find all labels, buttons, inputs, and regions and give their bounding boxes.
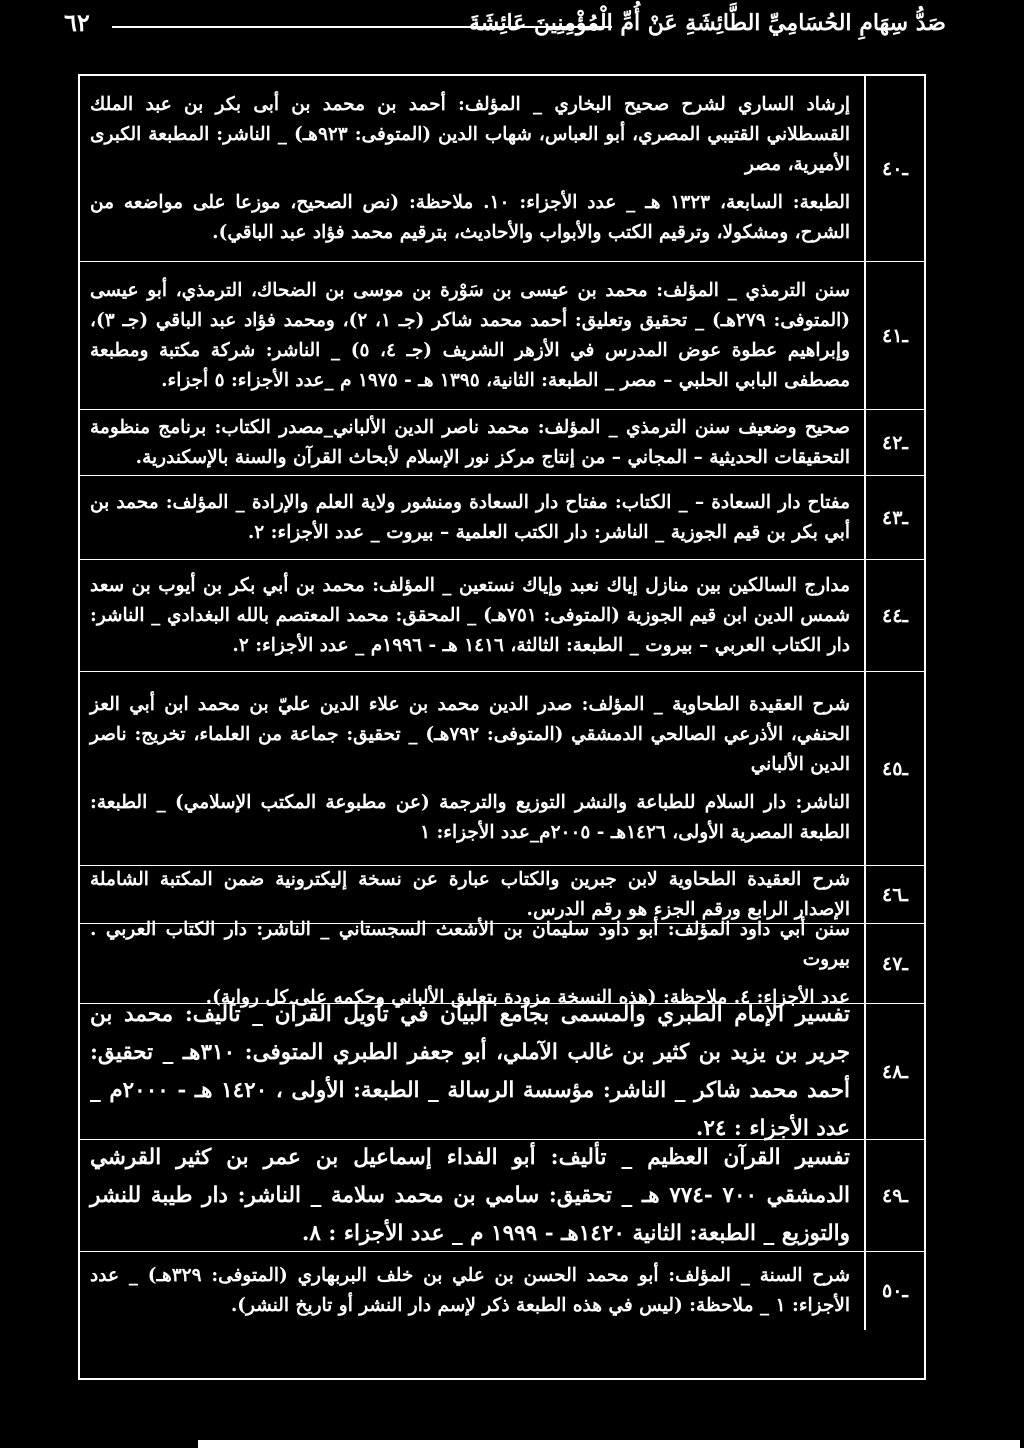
reference-body (80, 918, 864, 1008)
reference-body (80, 1001, 864, 1141)
reference-text: إرشاد الساري لشرح صحيح البخاري _ المؤلف: أحمد بن محمد بن أبى بكر بن عبد الملك القسطلاني القتيبي المصري، أبو العباس، شهاب الدين (المتوفى: ٩٢٣هـ) _ الناشر: المطبعة الكبرى الأميرية، مصر (90, 93, 850, 175)
reference-number: ـ٤٦ (864, 866, 924, 923)
page-number: ٦٢ (64, 8, 90, 37)
reference-text: سنن أبي داود المؤلف: أبو داود سليمان بن الأشعث السجستاني _ الناشر: دار الكتاب العربي . بيروت (90, 918, 850, 970)
reference-text: تفسير الإمام الطبري والمسمى بجامع البيان في تأويل القرآن _ تاليف: محمد بن جرير بن يزيد بن كثير بن غالب الآملي، أبو جعفر الطبري المتوفى: ٣١٠هـ _ تحقيق: أحمد محمد شاكر _ الناشر: مؤسسة الرسالة _ الطبعة: الأولى ، ١٤٢٠ هـ - ٢٠٠٠م _ عدد الأجزاء : ٢٤. (90, 1001, 850, 1141)
reference-text: صحيح وضعيف سنن الترمذي _ المؤلف: محمد ناصر الدين الألباني_مصدر الكتاب: برنامج منظومة التحقيقات الحديثية – المجاني – من إنتاج مركز نور الإسلام لأبحاث القرآن والسنة بالإسكندرية. (90, 416, 850, 468)
reference-text: مدارج السالكين بين منازل إياك نعبد وإياك نستعين _ المؤلف: محمد بن أبي بكر بن أيوب بن سعد شمس الدين ابن قيم الجوزية (المتوفى: ٧٥١هـ) _ المحقق: محمد المعتصم بالله البغدادي _ الناشر: دار الكتاب العربي – بيروت _ الطبعة: الثالثة، ١٤١٦ هـ - ١٩٩٦م _ عدد الأجزاء: ٢. (90, 574, 850, 656)
reference-row (80, 476, 924, 560)
reference-row (80, 918, 924, 1008)
reference-number: ـ٤٨ (864, 1004, 924, 1139)
reference-body (80, 1140, 864, 1251)
reference-number: ـ٤٥ (864, 672, 924, 865)
reference-row (80, 672, 924, 866)
bottom-rule (198, 1440, 1020, 1448)
reference-body (80, 76, 864, 261)
reference-text: مفتاح دار السعادة – _ الكتاب: مفتاح دار السعادة ومنشور ولاية العلم والإرادة _ المؤلف: محمد بن أبي بكر بن قيم الجوزية _ الناشر: دار الكتب العلمية – بيروت _ عدد الأجزاء: ٢. (90, 491, 850, 543)
reference-text: الطبعة: السابعة، ١٣٢٣ هـ _ عدد الأجزاء: ١٠. ملاحظة: (نص الصحيح، موزعا على مواضعه من الشرح، ومشكولا، وترقيم الكتب والأبواب والأحاديث، بترقيم محمد فؤاد عبد الباقي). (90, 191, 850, 243)
reference-row (80, 1001, 924, 1141)
reference-body (80, 410, 864, 475)
reference-text: عدد الأجزاء: ٤. ملاحظة: (هذه النسخة مزودة بتعليق الألباني وحكمه على كل رواية). (205, 986, 850, 1008)
reference-body (80, 560, 864, 671)
reference-number: ـ٤٤ (864, 560, 924, 671)
reference-row (80, 560, 924, 672)
reference-text: تفسير القرآن العظيم _ تأليف: أبو الفداء إسماعيل بن عمر بن كثير القرشي الدمشقي ٧٠٠ -٧٧٤ هـ _ تحقيق: سامي بن محمد سلامة _ الناشر: دار طيبة للنشر والتوزيع _ الطبعة: الثانية ١٤٢٠هـ - ١٩٩٩ م _ عدد الأجزاء : ٨. (90, 1144, 850, 1246)
reference-body (80, 672, 864, 865)
reference-number: ـ٤٧ (864, 924, 924, 1003)
reference-row (80, 76, 924, 262)
reference-text: شرح السنة _ المؤلف: أبو محمد الحسن بن علي بن خلف البربهاري (المتوفى: ٣٢٩هـ) _ عدد الأجزاء: ١ _ ملاحظة: (ليس في هذه الطبعة ذكر لإسم دار النشر أو تاريخ النشر). (90, 1265, 850, 1316)
reference-text: سنن الترمذي _ المؤلف: محمد بن عيسى بن سَوْرة بن موسى بن الضحاك، الترمذي، أبو عيسى (المتوفى: ٢٧٩هـ) _ تحقيق وتعليق: أحمد محمد شاكر (جـ ١، ٢)، ومحمد فؤاد عبد الباقي (جـ ٣)، وإبراهيم عطوة عوض المدرس في الأزهر الشريف (جـ ٤، ٥) _ الناشر: شركة مكتبة ومطبعة مصطفى البابي الحلبي – مصر _ الطبعة: الثانية، ١٣٩٥ هـ - ١٩٧٥ م _عدد الأجزاء: ٥ أجزاء. (90, 279, 850, 391)
reference-number: ـ٤٢ (864, 410, 924, 475)
page-header (0, 0, 1024, 44)
reference-text: الناشر: دار السلام للطباعة والنشر التوزيع والترجمة (عن مطبوعة المكتب الإسلامي) _ الطبعة: الطبعة المصرية الأولى، ١٤٢٦هـ - ٢٠٠٥م_عدد الأجزاء: ١ (90, 791, 850, 843)
references-table (78, 74, 926, 1380)
header-rule (112, 26, 612, 28)
reference-text: شرح العقيدة الطحاوية لابن جبرين والكتاب عبارة عن نسخة إليكترونية ضمن المكتبة الشاملة الإصدار الرابع ورقم الجزء هو رقم الدرس. (90, 868, 850, 920)
reference-number: ـ٤٩ (864, 1140, 924, 1251)
reference-row (80, 262, 924, 410)
reference-body (80, 1252, 864, 1330)
reference-row (80, 1252, 924, 1330)
book-title: صَدُّ سِهَامِ الحُسَامِيِّ الطَّائِشَةِ عَنْ أُمِّ الْمُؤْمِنِينَ عَائِشَةَ (468, 10, 946, 36)
reference-row (80, 410, 924, 476)
reference-body (80, 476, 864, 559)
reference-text: شرح العقيدة الطحاوية _ المؤلف: صدر الدين محمد بن علاء الدين عليّ بن محمد ابن أبي العز الحنفي، الأذرعي الصالحي الدمشقي (المتوفى: ٧٩٢هـ) _ تحقيق: جماعة من العلماء، تخريج: ناصر الدين الألباني (90, 693, 850, 775)
reference-body (80, 262, 864, 409)
reference-number: ـ٥٠ (864, 1252, 924, 1330)
reference-number: ـ٤٣ (864, 476, 924, 559)
reference-number: ـ٤٠ (864, 76, 924, 261)
reference-row (80, 1140, 924, 1252)
reference-number: ـ٤١ (864, 262, 924, 409)
